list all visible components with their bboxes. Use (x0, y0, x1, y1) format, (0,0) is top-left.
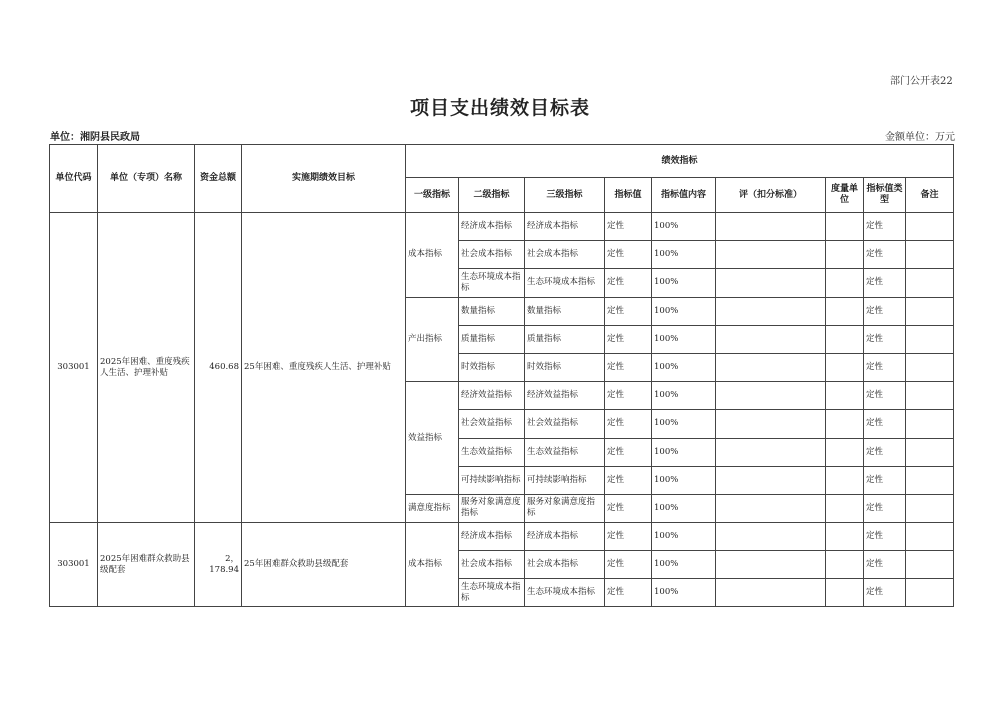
ind-value-cell: 定性 (605, 523, 652, 551)
level3-cell: 质量指标 (525, 325, 605, 353)
level2-cell: 经济效益指标 (459, 382, 525, 410)
value-type-cell: 定性 (864, 213, 906, 241)
level3-cell: 生态环境成本指标 (525, 579, 605, 607)
ind-content-cell: 100% (652, 297, 716, 325)
score-cell (716, 297, 826, 325)
unit-code-cell: 303001 (50, 213, 98, 523)
score-cell (716, 494, 826, 522)
measure-unit-cell (826, 523, 864, 551)
goal-cell: 25年困难、重度残疾人生活、护理补贴 (242, 213, 406, 523)
unit-code-cell: 303001 (50, 523, 98, 607)
measure-unit-cell (826, 466, 864, 494)
score-cell (716, 438, 826, 466)
score-cell (716, 410, 826, 438)
value-type-cell: 定性 (864, 579, 906, 607)
remark-cell (906, 241, 954, 269)
amount-unit-label: 金额单位：万元 (885, 132, 955, 143)
score-cell (716, 325, 826, 353)
header-level1: 一级指标 (406, 178, 459, 213)
header-project-name: 单位（专项）名称 (98, 145, 195, 213)
header-ind-value: 指标值 (605, 178, 652, 213)
ind-content-cell: 100% (652, 466, 716, 494)
remark-cell (906, 494, 954, 522)
level2-cell: 生态环境成本指标 (459, 579, 525, 607)
table-row (50, 523, 954, 551)
ind-content-cell: 100% (652, 410, 716, 438)
ind-value-cell: 定性 (605, 269, 652, 297)
total-funds-cell: 2，178.94 (195, 523, 242, 607)
level3-cell: 经济效益指标 (525, 382, 605, 410)
level2-cell: 经济成本指标 (459, 213, 525, 241)
value-type-cell: 定性 (864, 466, 906, 494)
ind-value-cell: 定性 (605, 325, 652, 353)
score-cell (716, 353, 826, 381)
ind-value-cell: 定性 (605, 551, 652, 579)
project-name-cell: 2025年困难群众救助县级配套 (98, 523, 195, 607)
level2-cell: 生态环境成本指标 (459, 269, 525, 297)
ind-content-cell: 100% (652, 494, 716, 522)
remark-cell (906, 551, 954, 579)
remark-cell (906, 410, 954, 438)
level2-cell: 服务对象满意度指标 (459, 494, 525, 522)
level1-cell: 效益指标 (406, 382, 459, 495)
level3-cell: 数量指标 (525, 297, 605, 325)
measure-unit-cell (826, 325, 864, 353)
measure-unit-cell (826, 410, 864, 438)
header-score: 评（扣分标准） (716, 178, 826, 213)
level1-cell: 满意度指标 (406, 494, 459, 522)
table-body (50, 213, 954, 607)
level3-cell: 生态环境成本指标 (525, 269, 605, 297)
header-goal: 实施期绩效目标 (242, 145, 406, 213)
ind-content-cell: 100% (652, 382, 716, 410)
ind-value-cell: 定性 (605, 353, 652, 381)
remark-cell (906, 269, 954, 297)
ind-value-cell: 定性 (605, 410, 652, 438)
header-remark: 备注 (906, 178, 954, 213)
header-total-funds: 资金总额 (195, 145, 242, 213)
unit-label: 单位：湘阴县民政局 (50, 132, 140, 143)
measure-unit-cell (826, 269, 864, 297)
header-unit-code: 单位代码 (50, 145, 98, 213)
project-name-cell: 2025年困难、重度残疾人生活、护理补贴 (98, 213, 195, 523)
remark-cell (906, 353, 954, 381)
level3-cell: 生态效益指标 (525, 438, 605, 466)
level1-cell: 成本指标 (406, 523, 459, 607)
ind-value-cell: 定性 (605, 494, 652, 522)
level3-cell: 服务对象满意度指标 (525, 494, 605, 522)
score-cell (716, 241, 826, 269)
total-funds-cell: 460.68 (195, 213, 242, 523)
measure-unit-cell (826, 579, 864, 607)
measure-unit-cell (826, 551, 864, 579)
measure-unit-cell (826, 241, 864, 269)
level2-cell: 生态效益指标 (459, 438, 525, 466)
score-cell (716, 551, 826, 579)
value-type-cell: 定性 (864, 353, 906, 381)
level2-cell: 社会效益指标 (459, 410, 525, 438)
level2-cell: 质量指标 (459, 325, 525, 353)
level2-cell: 社会成本指标 (459, 241, 525, 269)
measure-unit-cell (826, 213, 864, 241)
header-measure-unit: 度量单位 (826, 178, 864, 213)
ind-value-cell: 定性 (605, 579, 652, 607)
score-cell (716, 213, 826, 241)
ind-content-cell: 100% (652, 213, 716, 241)
ind-content-cell: 100% (652, 551, 716, 579)
ind-value-cell: 定性 (605, 438, 652, 466)
measure-unit-cell (826, 494, 864, 522)
header-ind-content: 指标值内容 (652, 178, 716, 213)
level2-cell: 经济成本指标 (459, 523, 525, 551)
value-type-cell: 定性 (864, 241, 906, 269)
measure-unit-cell (826, 438, 864, 466)
remark-cell (906, 579, 954, 607)
level2-cell: 可持续影响指标 (459, 466, 525, 494)
header-level3: 三级指标 (525, 178, 605, 213)
ind-value-cell: 定性 (605, 297, 652, 325)
page-title: 项目支出绩效目标表 (409, 97, 590, 119)
measure-unit-cell (826, 297, 864, 325)
header-perf-indicators: 绩效指标 (406, 145, 954, 178)
level2-cell: 数量指标 (459, 297, 525, 325)
header-level2: 二级指标 (459, 178, 525, 213)
remark-cell (906, 523, 954, 551)
remark-cell (906, 382, 954, 410)
ind-content-cell: 100% (652, 579, 716, 607)
remark-cell (906, 438, 954, 466)
ind-value-cell: 定性 (605, 213, 652, 241)
measure-unit-cell (826, 353, 864, 381)
header-value-type: 指标值类型 (864, 178, 906, 213)
remark-cell (906, 213, 954, 241)
value-type-cell: 定性 (864, 494, 906, 522)
level3-cell: 经济成本指标 (525, 523, 605, 551)
score-cell (716, 466, 826, 494)
value-type-cell: 定性 (864, 438, 906, 466)
performance-table (49, 144, 954, 607)
level3-cell: 社会效益指标 (525, 410, 605, 438)
ind-content-cell: 100% (652, 241, 716, 269)
value-type-cell: 定性 (864, 325, 906, 353)
level3-cell: 社会成本指标 (525, 241, 605, 269)
measure-unit-cell (826, 382, 864, 410)
ind-value-cell: 定性 (605, 241, 652, 269)
level3-cell: 经济成本指标 (525, 213, 605, 241)
ind-content-cell: 100% (652, 353, 716, 381)
score-cell (716, 579, 826, 607)
score-cell (716, 523, 826, 551)
form-number: 部门公开表22 (890, 76, 953, 87)
value-type-cell: 定性 (864, 269, 906, 297)
remark-cell (906, 297, 954, 325)
value-type-cell: 定性 (864, 382, 906, 410)
value-type-cell: 定性 (864, 523, 906, 551)
ind-content-cell: 100% (652, 523, 716, 551)
table-row (50, 213, 954, 241)
level1-cell: 产出指标 (406, 297, 459, 382)
level3-cell: 社会成本指标 (525, 551, 605, 579)
ind-value-cell: 定性 (605, 466, 652, 494)
value-type-cell: 定性 (864, 410, 906, 438)
ind-content-cell: 100% (652, 438, 716, 466)
score-cell (716, 269, 826, 297)
ind-value-cell: 定性 (605, 382, 652, 410)
ind-content-cell: 100% (652, 269, 716, 297)
score-cell (716, 382, 826, 410)
ind-content-cell: 100% (652, 325, 716, 353)
level2-cell: 社会成本指标 (459, 551, 525, 579)
level1-cell: 成本指标 (406, 213, 459, 298)
value-type-cell: 定性 (864, 551, 906, 579)
goal-cell: 25年困难群众救助县级配套 (242, 523, 406, 607)
level3-cell: 时效指标 (525, 353, 605, 381)
remark-cell (906, 466, 954, 494)
level3-cell: 可持续影响指标 (525, 466, 605, 494)
level2-cell: 时效指标 (459, 353, 525, 381)
value-type-cell: 定性 (864, 297, 906, 325)
remark-cell (906, 325, 954, 353)
